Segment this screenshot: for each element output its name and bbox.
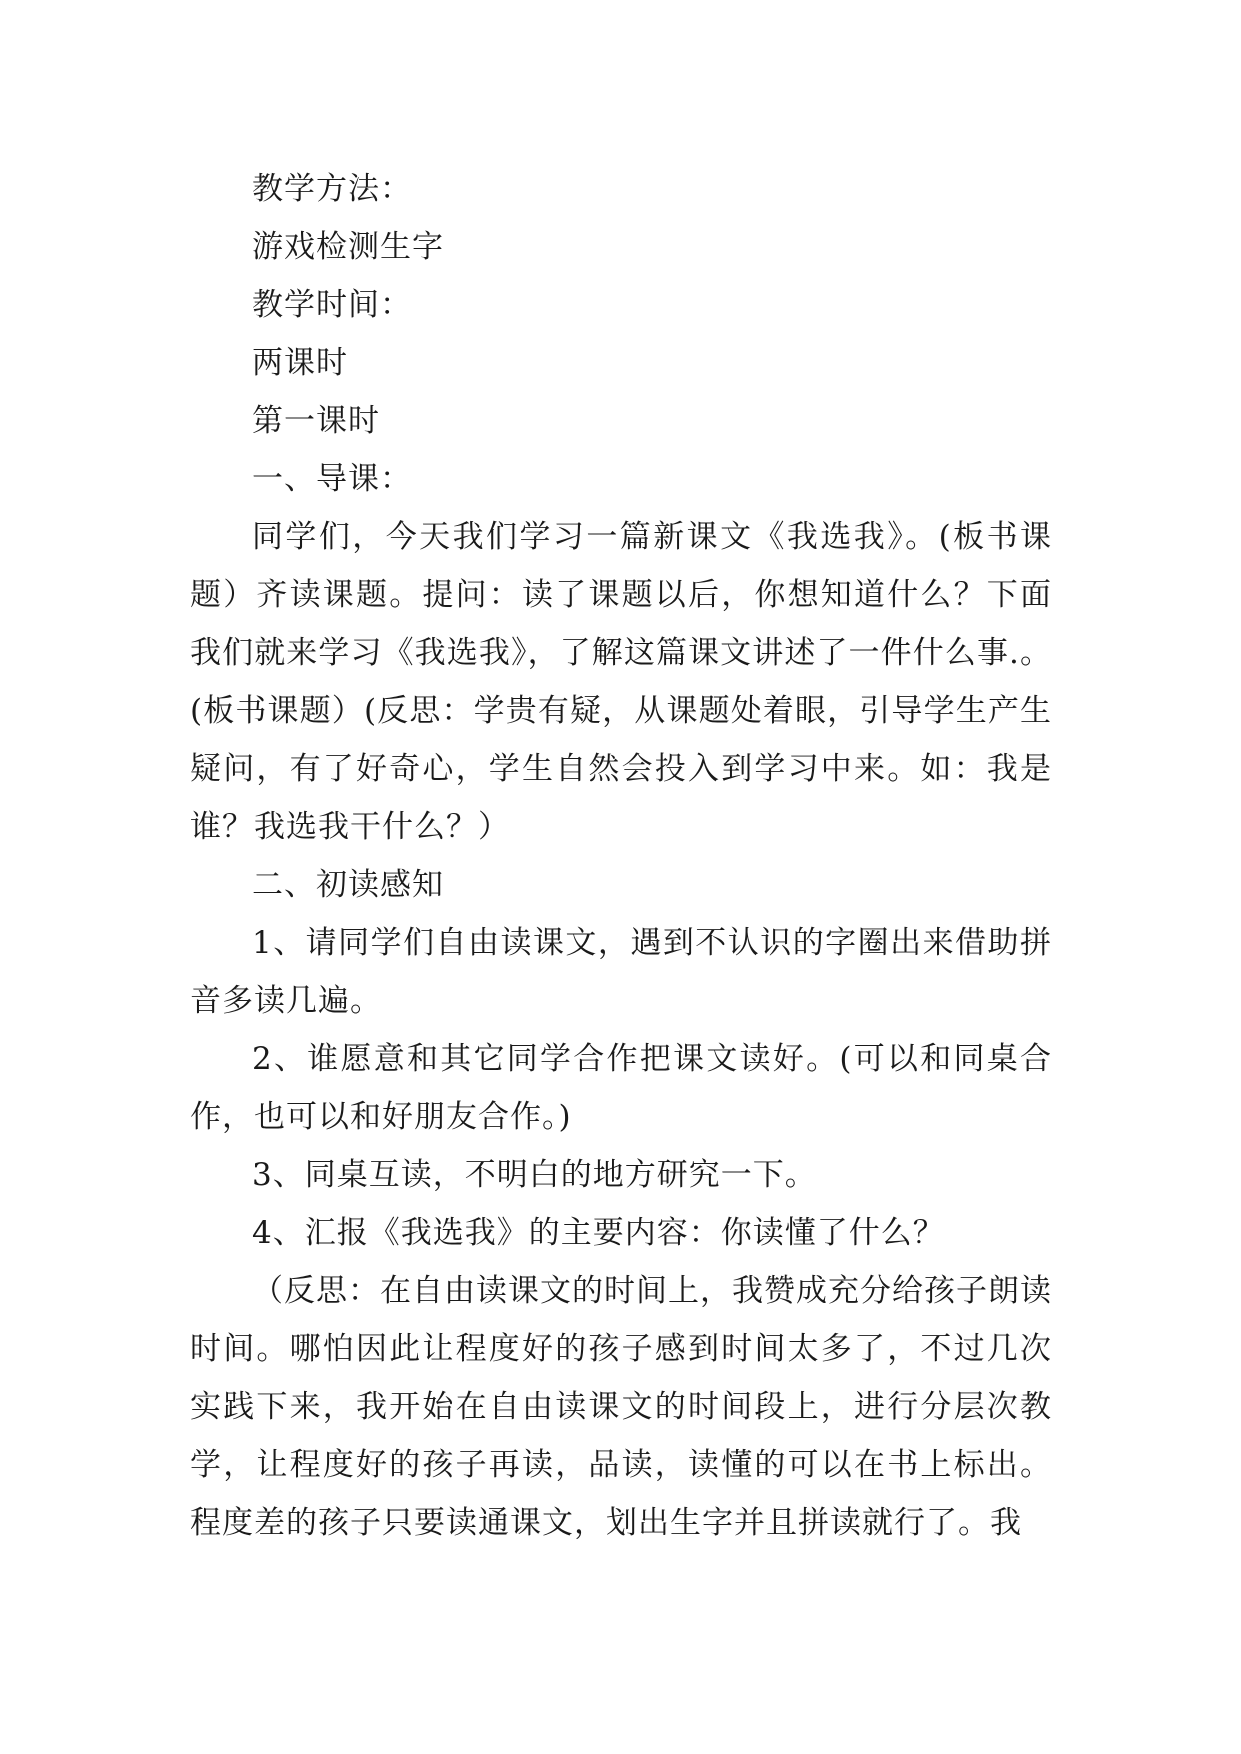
paragraph-step-4: 4、汇报《我选我》的主要内容：你读懂了什么？ (252, 1215, 945, 1251)
paragraph-teaching-time: 两课时 (252, 345, 348, 381)
paragraph-teaching-method-heading: 教学方法： (252, 171, 412, 207)
document-body (190, 160, 1052, 1552)
paragraph-step-1: 1、请同学们自由读课文，遇到不认识的字圈出来借助拼音多读几遍。 (190, 925, 1052, 1019)
paragraph-step-3: 3、同桌互读，不明白的地方研究一下。 (252, 1157, 817, 1193)
paragraph-teaching-time-heading: 教学时间： (252, 287, 412, 323)
paragraph-step-2: 2、谁愿意和其它同学合作把课文读好。(可以和同桌合作，也可以和好朋友合作。) (190, 1041, 1052, 1135)
paragraph-section-reading-heading: 二、初读感知 (252, 867, 444, 903)
paragraph-teaching-method: 游戏检测生字 (252, 229, 444, 265)
paragraph-intro-body: 同学们，今天我们学习一篇新课文《我选我》。(板书课题）齐读课题。提问：读了课题以后，你想知道什么？下面我们就来学习《我选我》，了解这篇课文讲述了一件什么事.。(板书课题）(反思：学贵有疑，从课题处着眼，引导学生产生疑问，有了好奇心，学生自然会投入到学习中来。如：我是谁？我选我干什么？） (190, 519, 1052, 845)
paragraph-first-lesson: 第一课时 (252, 403, 380, 439)
paragraph-section-intro-heading: 一、导课： (252, 461, 412, 497)
paragraph-reflection: （反思：在自由读课文的时间上，我赞成充分给孩子朗读时间。哪怕因此让程度好的孩子感到时间太多了，不过几次实践下来，我开始在自由读课文的时间段上，进行分层次教学，让程度好的孩子再读，品读，读懂的可以在书上标出。程度差的孩子只要读通课文，划出生字并且拼读就行了。我 (190, 1273, 1052, 1541)
